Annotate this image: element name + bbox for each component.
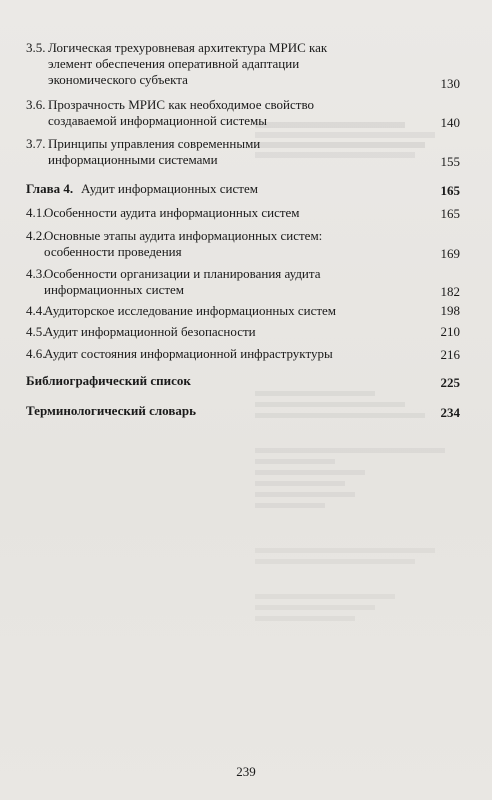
- page-number: 198: [440, 303, 460, 318]
- page-number: 169: [440, 246, 460, 261]
- page-number: 140: [440, 115, 460, 130]
- section-title: Принципы управления современными информационными системами: [48, 136, 261, 167]
- page-number: 216: [440, 347, 460, 362]
- bibliography-title: Библиографический список: [26, 373, 191, 388]
- section-number: 4.4.: [26, 303, 46, 318]
- section-title: Аудит информационной безопасности: [44, 324, 256, 339]
- page-number: 225: [440, 375, 460, 390]
- page-number: 234: [440, 405, 460, 420]
- page-number: 210: [440, 324, 460, 339]
- section-number: 4.3.: [26, 266, 46, 281]
- section-number: 4.6.: [26, 346, 46, 361]
- section-title: Аудиторское исследование информационных систем: [44, 303, 337, 318]
- page-number: 165: [440, 206, 460, 221]
- page-number: 182: [440, 284, 460, 299]
- section-number: 4.5.: [26, 324, 46, 339]
- page-number: 155: [440, 154, 460, 169]
- section-title: Логическая трехуровневая архитектура МРИС как элемент обеспечения оперативной адаптации экономического субъекта: [48, 40, 328, 87]
- page-number: 130: [440, 76, 460, 91]
- chapter-number: Глава 4.: [26, 181, 74, 196]
- glossary-title: Терминологический словарь: [26, 403, 196, 418]
- section-title: Особенности аудита информационных систем: [44, 205, 300, 220]
- section-number: 4.2.: [26, 228, 46, 243]
- chapter-title: Аудит информационных систем: [81, 181, 258, 196]
- page-folio: 239: [236, 764, 256, 779]
- section-number: 3.7.: [26, 136, 46, 151]
- section-number: 3.6.: [26, 97, 46, 112]
- section-title: Основные этапы аудита информационных систем: особенности проведения: [44, 228, 323, 259]
- section-title: Особенности организации и планирования аудита информационных систем: [44, 266, 321, 297]
- section-title: Аудит состояния информационной инфраструктуры: [44, 346, 333, 361]
- section-number: 3.5.: [26, 40, 46, 55]
- section-title: Прозрачность МРИС как необходимое свойство создаваемой информационной системы: [48, 97, 315, 128]
- section-number: 4.1.: [26, 205, 46, 220]
- page-number: 165: [440, 183, 460, 198]
